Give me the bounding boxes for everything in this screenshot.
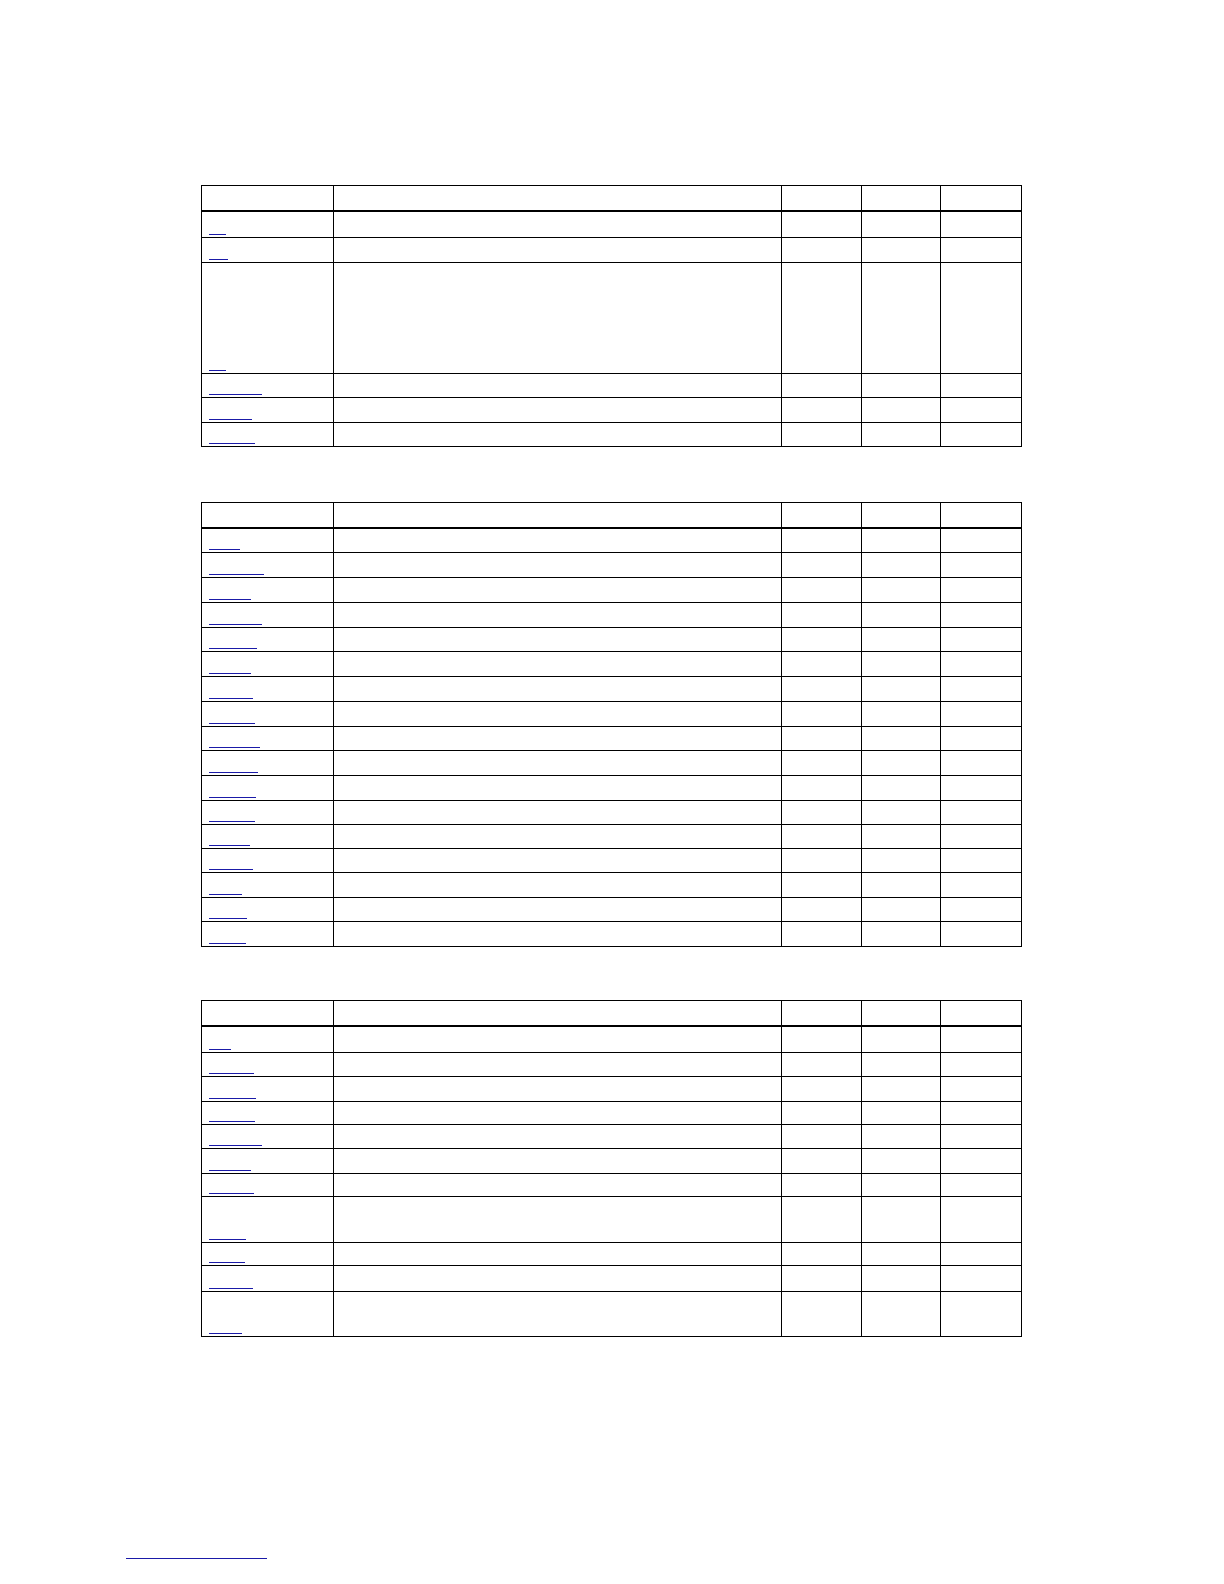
table-cell [862, 1026, 941, 1053]
link-cell [202, 825, 334, 849]
link-cell [202, 898, 334, 922]
table-cell [782, 238, 862, 263]
table-cell [862, 677, 941, 702]
table-row [202, 873, 1022, 898]
table-cell [782, 398, 862, 423]
table-row [202, 1053, 1022, 1077]
row-link[interactable] [209, 844, 250, 846]
table-row [202, 238, 1022, 263]
row-link[interactable] [209, 1332, 242, 1334]
table-cell [862, 603, 941, 628]
row-link[interactable] [209, 442, 255, 444]
table-cell [862, 1125, 941, 1149]
table-cell [862, 211, 941, 238]
table-cell [334, 1243, 782, 1266]
row-link[interactable] [209, 1169, 251, 1171]
link-cell [202, 1243, 334, 1266]
link-cell [202, 423, 334, 447]
link-cell [202, 677, 334, 702]
row-link[interactable] [209, 672, 251, 674]
table-cell [941, 1102, 1022, 1125]
link-cell [202, 1026, 334, 1053]
link-cell [202, 702, 334, 727]
header-cell [202, 503, 334, 528]
table-row [202, 652, 1022, 677]
table-cell [941, 628, 1022, 652]
table-cell [862, 702, 941, 727]
link-cell [202, 873, 334, 898]
link-cell [202, 603, 334, 628]
row-link[interactable] [209, 771, 258, 773]
table-cell [941, 1243, 1022, 1266]
row-link[interactable] [209, 746, 260, 748]
table-cell [334, 652, 782, 677]
table-cell [862, 801, 941, 825]
table-cell [334, 211, 782, 238]
table-cell [862, 263, 941, 374]
table-cell [862, 374, 941, 398]
link-cell [202, 776, 334, 801]
table-cell [334, 423, 782, 447]
table-cell [941, 398, 1022, 423]
table-cell [782, 1243, 862, 1266]
table-cell [334, 374, 782, 398]
table-cell [334, 1102, 782, 1125]
table-row [202, 263, 1022, 374]
table-row [202, 528, 1022, 553]
header-cell [941, 1001, 1022, 1026]
header-cell [862, 186, 941, 211]
table-cell [782, 374, 862, 398]
table-header-row [202, 1001, 1022, 1026]
table-cell [862, 727, 941, 751]
table-row [202, 1102, 1022, 1125]
table-3 [201, 1000, 1022, 1337]
table-cell [941, 423, 1022, 447]
table-row [202, 374, 1022, 398]
table-header-row [202, 503, 1022, 528]
row-link[interactable] [209, 820, 255, 822]
table-cell [862, 238, 941, 263]
table-row [202, 1243, 1022, 1266]
table-cell [941, 1077, 1022, 1102]
table-cell [334, 578, 782, 603]
table-row [202, 702, 1022, 727]
table-cell [782, 873, 862, 898]
table-cell [941, 801, 1022, 825]
link-cell [202, 1174, 334, 1197]
table-cell [782, 801, 862, 825]
table-header-row [202, 186, 1022, 211]
table-cell [334, 263, 782, 374]
table-cell [941, 825, 1022, 849]
table-cell [782, 1197, 862, 1243]
footnote-link[interactable] [126, 1557, 267, 1559]
link-cell [202, 211, 334, 238]
table-cell [941, 374, 1022, 398]
table-cell [782, 603, 862, 628]
header-cell [782, 503, 862, 528]
row-link[interactable] [209, 1120, 255, 1122]
table-cell [782, 849, 862, 873]
table-cell [941, 1174, 1022, 1197]
table-row [202, 1292, 1022, 1337]
table-row [202, 1266, 1022, 1292]
table-cell [782, 211, 862, 238]
table-cell [782, 1077, 862, 1102]
table-row [202, 751, 1022, 776]
header-cell [202, 186, 334, 211]
row-link[interactable] [209, 893, 242, 895]
header-cell [782, 186, 862, 211]
table-cell [334, 1292, 782, 1337]
link-cell [202, 553, 334, 578]
row-link[interactable] [209, 1192, 254, 1194]
table-row [202, 849, 1022, 873]
table-cell [782, 1292, 862, 1337]
row-link[interactable] [209, 697, 253, 699]
table-cell [782, 553, 862, 578]
table-cell [862, 528, 941, 553]
table-cell [862, 1174, 941, 1197]
header-cell [941, 186, 1022, 211]
table-2 [201, 502, 1022, 947]
row-link[interactable] [209, 1144, 262, 1146]
table-row [202, 922, 1022, 947]
table-row [202, 1077, 1022, 1102]
row-link[interactable] [209, 418, 252, 420]
link-cell [202, 1053, 334, 1077]
table-cell [862, 578, 941, 603]
header-cell [862, 503, 941, 528]
table-cell [862, 1243, 941, 1266]
table-cell [334, 702, 782, 727]
row-link[interactable] [209, 1072, 254, 1074]
table-cell [334, 628, 782, 652]
link-cell [202, 238, 334, 263]
table-cell [862, 1149, 941, 1174]
table-row [202, 603, 1022, 628]
table-cell [862, 776, 941, 801]
table-cell [941, 727, 1022, 751]
table-cell [862, 1266, 941, 1292]
table-cell [782, 677, 862, 702]
table-cell [941, 898, 1022, 922]
table-cell [782, 652, 862, 677]
table-cell [334, 1174, 782, 1197]
link-cell [202, 628, 334, 652]
table-cell [941, 1149, 1022, 1174]
link-cell [202, 578, 334, 603]
link-cell [202, 922, 334, 947]
table-row [202, 1149, 1022, 1174]
table-cell [334, 1266, 782, 1292]
table-cell [862, 423, 941, 447]
table-cell [334, 1197, 782, 1243]
header-cell [202, 1001, 334, 1026]
table-cell [862, 873, 941, 898]
header-cell [782, 1001, 862, 1026]
table-cell [334, 238, 782, 263]
table-cell [941, 528, 1022, 553]
header-cell [941, 503, 1022, 528]
row-link[interactable] [209, 573, 264, 575]
table-cell [334, 922, 782, 947]
header-cell [334, 503, 782, 528]
table-cell [782, 528, 862, 553]
table-cell [941, 1197, 1022, 1243]
link-cell [202, 1102, 334, 1125]
row-link[interactable] [209, 1287, 253, 1289]
table-cell [782, 776, 862, 801]
table-cell [782, 825, 862, 849]
link-cell [202, 374, 334, 398]
table-cell [334, 528, 782, 553]
table-row [202, 553, 1022, 578]
row-link[interactable] [209, 722, 255, 724]
table-row [202, 628, 1022, 652]
header-cell [334, 1001, 782, 1026]
row-link[interactable] [209, 1238, 246, 1240]
row-link[interactable] [209, 917, 247, 919]
table-cell [782, 727, 862, 751]
row-link[interactable] [209, 233, 226, 235]
table-cell [862, 751, 941, 776]
table-cell [782, 922, 862, 947]
header-cell [862, 1001, 941, 1026]
link-cell [202, 727, 334, 751]
row-link[interactable] [209, 393, 262, 395]
table-cell [862, 1077, 941, 1102]
table-cell [941, 922, 1022, 947]
link-cell [202, 801, 334, 825]
table-cell [782, 1053, 862, 1077]
row-link[interactable] [209, 1097, 256, 1099]
table-cell [334, 801, 782, 825]
table-cell [334, 873, 782, 898]
table-cell [941, 238, 1022, 263]
table-cell [862, 922, 941, 947]
row-link[interactable] [209, 623, 262, 625]
table-cell [941, 702, 1022, 727]
table-row [202, 1125, 1022, 1149]
row-link[interactable] [209, 868, 253, 870]
table-cell [782, 898, 862, 922]
table-cell [334, 603, 782, 628]
table-cell [941, 263, 1022, 374]
table-row [202, 898, 1022, 922]
table-cell [782, 1102, 862, 1125]
table-cell [782, 578, 862, 603]
table-1 [201, 185, 1022, 447]
link-cell [202, 1292, 334, 1337]
table-cell [862, 398, 941, 423]
table-cell [941, 1266, 1022, 1292]
table-cell [941, 1125, 1022, 1149]
table-row [202, 677, 1022, 702]
table-cell [782, 1149, 862, 1174]
row-link[interactable] [209, 942, 246, 944]
link-cell [202, 398, 334, 423]
row-link[interactable] [209, 369, 226, 371]
table-cell [862, 1102, 941, 1125]
table-cell [334, 1053, 782, 1077]
table-row [202, 776, 1022, 801]
row-link[interactable] [209, 796, 256, 798]
table-cell [941, 849, 1022, 873]
table-row [202, 727, 1022, 751]
table-cell [862, 1053, 941, 1077]
row-link[interactable] [209, 647, 257, 649]
table-cell [862, 1197, 941, 1243]
table-cell [941, 211, 1022, 238]
link-cell [202, 263, 334, 374]
row-link[interactable] [209, 548, 240, 550]
link-cell [202, 1125, 334, 1149]
table-cell [941, 776, 1022, 801]
row-link[interactable] [209, 1261, 245, 1263]
table-row [202, 1174, 1022, 1197]
table-row [202, 578, 1022, 603]
table-cell [941, 873, 1022, 898]
table-cell [782, 1125, 862, 1149]
table-cell [941, 677, 1022, 702]
table-cell [782, 702, 862, 727]
link-cell [202, 652, 334, 677]
table-cell [941, 578, 1022, 603]
table-cell [862, 553, 941, 578]
table-cell [941, 1026, 1022, 1053]
table-cell [862, 628, 941, 652]
table-cell [862, 652, 941, 677]
table-cell [334, 398, 782, 423]
table-row [202, 398, 1022, 423]
table-cell [941, 1053, 1022, 1077]
table-cell [862, 1292, 941, 1337]
table-cell [941, 751, 1022, 776]
header-cell [334, 186, 782, 211]
table-row [202, 211, 1022, 238]
table-cell [334, 727, 782, 751]
table-cell [782, 423, 862, 447]
table-cell [782, 1266, 862, 1292]
link-cell [202, 1149, 334, 1174]
table-row [202, 825, 1022, 849]
table-cell [782, 1174, 862, 1197]
row-link[interactable] [209, 1048, 231, 1050]
table-cell [862, 898, 941, 922]
table-cell [334, 677, 782, 702]
table-cell [862, 849, 941, 873]
table-cell [334, 1077, 782, 1102]
table-cell [862, 825, 941, 849]
table-cell [334, 898, 782, 922]
table-row [202, 423, 1022, 447]
table-cell [941, 603, 1022, 628]
table-cell [334, 1149, 782, 1174]
table-row [202, 801, 1022, 825]
row-link[interactable] [209, 258, 228, 260]
link-cell [202, 1197, 334, 1243]
table-row [202, 1197, 1022, 1243]
link-cell [202, 528, 334, 553]
table-cell [334, 751, 782, 776]
table-cell [941, 1292, 1022, 1337]
link-cell [202, 849, 334, 873]
table-cell [334, 849, 782, 873]
table-cell [782, 263, 862, 374]
link-cell [202, 1266, 334, 1292]
table-cell [334, 825, 782, 849]
table-cell [941, 553, 1022, 578]
table-cell [334, 776, 782, 801]
table-cell [334, 553, 782, 578]
table-cell [782, 628, 862, 652]
table-cell [334, 1026, 782, 1053]
table-cell [334, 1125, 782, 1149]
row-link[interactable] [209, 598, 251, 600]
link-cell [202, 1077, 334, 1102]
table-cell [782, 1026, 862, 1053]
table-cell [782, 751, 862, 776]
table-row [202, 1026, 1022, 1053]
table-cell [941, 652, 1022, 677]
link-cell [202, 751, 334, 776]
